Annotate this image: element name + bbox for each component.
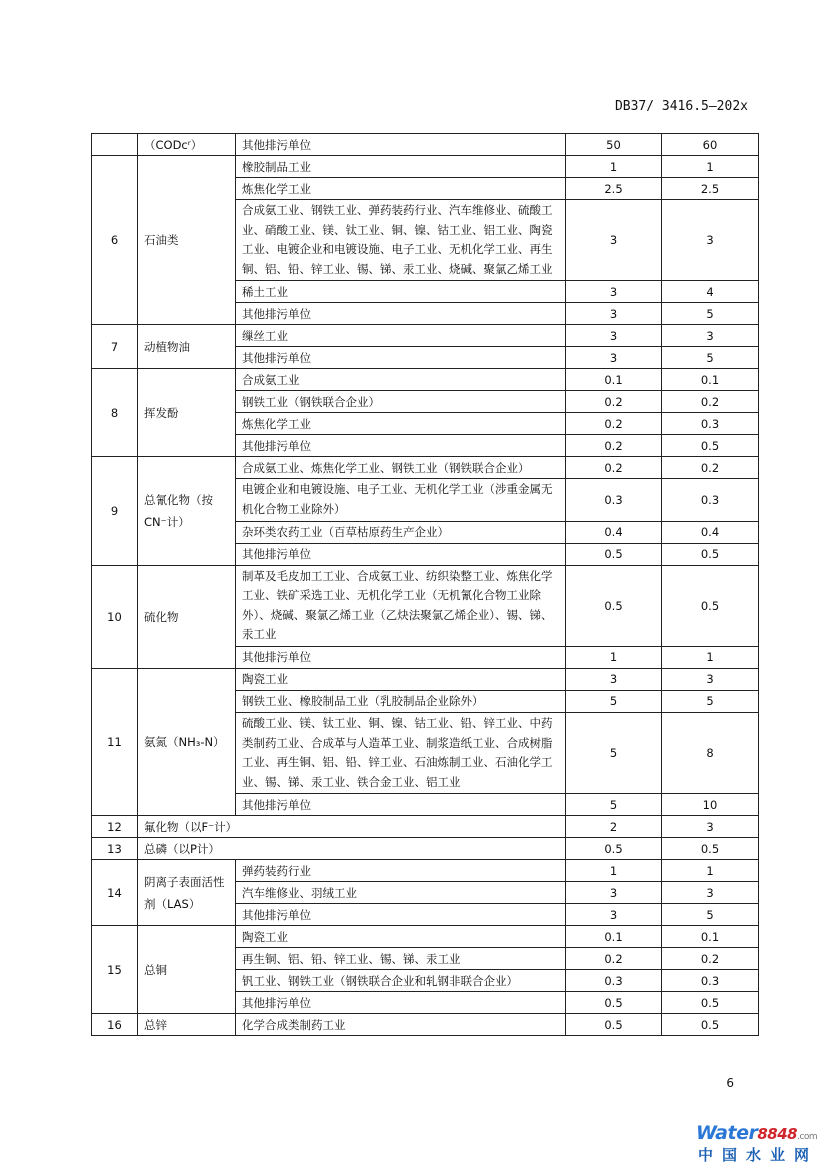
limit-value-1: 5	[566, 712, 662, 793]
table-row	[92, 156, 759, 178]
table-row	[92, 668, 759, 690]
limit-value-2: 0.2	[662, 948, 759, 970]
limit-value-1: 0.2	[566, 948, 662, 970]
limit-value-1: 0.4	[566, 521, 662, 543]
industry-cell: 制革及毛皮加工工业、合成氨工业、纺织染整工业、炼焦化学工业、铁矿采选工业、无机化学工业（无机氰化合物工业除外）、烧碱、聚氯乙烯工业（乙炔法聚氯乙烯企业）、锡、锑、汞工业	[236, 565, 566, 646]
industry-cell: 钢铁工业、橡胶制品工业（乳胶制品企业除外）	[236, 690, 566, 712]
row-number: 9	[92, 457, 138, 565]
indicator-cell: 氟化物（以F⁻计）	[138, 816, 566, 838]
industry-cell: 陶瓷工业	[236, 668, 566, 690]
indicator-cell: 石油类	[138, 156, 236, 325]
limit-value-2: 0.5	[662, 543, 759, 565]
limit-value-1: 0.5	[566, 543, 662, 565]
limit-value-2: 10	[662, 794, 759, 816]
row-number: 15	[92, 926, 138, 1014]
indicator-cell: 挥发酚	[138, 369, 236, 457]
industry-cell: 其他排污单位	[236, 992, 566, 1014]
industry-cell: 汽车维修业、羽绒工业	[236, 882, 566, 904]
row-number: 14	[92, 860, 138, 926]
indicator-text: 总氰化物（按CN⁻计）	[144, 492, 213, 529]
row-number	[92, 134, 138, 156]
limit-value-1: 50	[566, 134, 662, 156]
industry-cell: 电镀企业和电镀设施、电子工业、无机化学工业（涉重金属无机化合物工业除外）	[236, 479, 566, 521]
limit-value-1: 0.5	[566, 838, 662, 860]
industry-cell: 炼焦化学工业	[236, 178, 566, 200]
limit-value-1: 3	[566, 347, 662, 369]
table-row	[92, 838, 759, 860]
industry-cell: 合成氨工业、钢铁工业、弹药装药行业、汽车维修业、硫酸工业、硝酸工业、镁、钛工业、铜、镍、钴工业、铝工业、陶瓷工业、电镀企业和电镀设施、电子工业、无机化学工业、再生铜、铝、铅、锌工业、锡、锑、汞工业、烧碱、聚氯乙烯工业	[236, 200, 566, 281]
limit-value-2: 0.5	[662, 992, 759, 1014]
industry-cell: 钒工业、钢铁工业（钢铁联合企业和轧钢非联合企业）	[236, 970, 566, 992]
limit-value-1: 5	[566, 690, 662, 712]
limit-value-2: 0.1	[662, 926, 759, 948]
limit-value-2: 3	[662, 200, 759, 281]
limit-value-1: 0.2	[566, 391, 662, 413]
indicator-cell: 总锌	[138, 1014, 236, 1036]
row-number: 12	[92, 816, 138, 838]
limit-value-2: 0.3	[662, 413, 759, 435]
logo-word-prefix: Water	[696, 1122, 758, 1144]
logo-word-suffix: .com	[797, 1132, 818, 1142]
standard-number: DB37/ 3416.5—202x	[614, 99, 748, 114]
limit-value-1: 3	[566, 200, 662, 281]
indicator-cell: （CODᴄʳ）	[138, 134, 236, 156]
table-row	[92, 860, 759, 882]
limit-value-2: 5	[662, 303, 759, 325]
industry-cell: 弹药装药行业	[236, 860, 566, 882]
limit-value-1: 0.2	[566, 413, 662, 435]
industry-cell: 陶瓷工业	[236, 926, 566, 948]
industry-cell: 稀土工业	[236, 281, 566, 303]
limit-value-1: 1	[566, 860, 662, 882]
row-number: 11	[92, 668, 138, 815]
limit-value-2: 0.3	[662, 479, 759, 521]
limit-value-1: 1	[566, 646, 662, 668]
indicator-cell: 总磷（以P计）	[138, 838, 566, 860]
limit-value-1: 0.5	[566, 1014, 662, 1036]
limit-value-2: 3	[662, 325, 759, 347]
table-row	[92, 457, 759, 479]
limit-value-1: 3	[566, 668, 662, 690]
indicator-text: 阴离子表面活性剂（LAS）	[144, 874, 225, 911]
limit-value-1: 3	[566, 281, 662, 303]
row-number: 8	[92, 369, 138, 457]
indicator-cell	[138, 457, 236, 565]
limit-value-2: 1	[662, 860, 759, 882]
industry-cell: 再生铜、铝、铅、锌工业、锡、锑、汞工业	[236, 948, 566, 970]
limit-value-1: 0.3	[566, 479, 662, 521]
limit-value-1: 0.1	[566, 369, 662, 391]
logo-chinese-name: 中国水业网	[698, 1146, 819, 1164]
industry-cell: 其他排污单位	[236, 646, 566, 668]
industry-cell: 其他排污单位	[236, 347, 566, 369]
table-row	[92, 325, 759, 347]
limit-value-1: 3	[566, 325, 662, 347]
industry-cell: 合成氨工业	[236, 369, 566, 391]
industry-cell: 其他排污单位	[236, 303, 566, 325]
industry-cell: 其他排污单位	[236, 543, 566, 565]
indicator-cell: 氨氮（NH₃-N）	[138, 668, 236, 815]
indicator-cell: 总铜	[138, 926, 236, 1014]
table-row	[92, 1014, 759, 1036]
limit-value-1: 0.5	[566, 992, 662, 1014]
table-row	[92, 134, 759, 156]
industry-cell: 其他排污单位	[236, 435, 566, 457]
indicator-cell: 动植物油	[138, 325, 236, 369]
limit-value-1: 3	[566, 904, 662, 926]
table-row	[92, 369, 759, 391]
industry-cell: 其他排污单位	[236, 794, 566, 816]
industry-cell: 杂环类农药工业（百草枯原药生产企业）	[236, 521, 566, 543]
row-number: 7	[92, 325, 138, 369]
limit-value-2: 0.2	[662, 457, 759, 479]
limit-value-2: 0.4	[662, 521, 759, 543]
limit-value-1: 5	[566, 794, 662, 816]
limit-value-1: 0.1	[566, 926, 662, 948]
table-row	[92, 816, 759, 838]
industry-cell: 其他排污单位	[236, 134, 566, 156]
limit-value-2: 3	[662, 816, 759, 838]
limit-value-2: 5	[662, 347, 759, 369]
page-number: 6	[726, 1076, 734, 1090]
limit-value-1: 0.2	[566, 457, 662, 479]
site-logo[interactable]	[696, 1122, 820, 1162]
limit-value-2: 3	[662, 882, 759, 904]
industry-cell: 其他排污单位	[236, 904, 566, 926]
limit-value-2: 2.5	[662, 178, 759, 200]
limit-value-1: 1	[566, 156, 662, 178]
limit-value-2: 0.5	[662, 838, 759, 860]
limit-value-1: 0.2	[566, 435, 662, 457]
limit-value-2: 0.3	[662, 970, 759, 992]
row-number: 10	[92, 565, 138, 668]
table-row	[92, 565, 759, 646]
industry-cell: 橡胶制品工业	[236, 156, 566, 178]
indicator-cell	[138, 860, 236, 926]
industry-cell: 合成氨工业、炼焦化学工业、钢铁工业（钢铁联合企业）	[236, 457, 566, 479]
limit-value-2: 0.1	[662, 369, 759, 391]
limit-value-2: 3	[662, 668, 759, 690]
industry-cell: 化学合成类制药工业	[236, 1014, 566, 1036]
limit-value-2: 0.5	[662, 1014, 759, 1036]
limit-value-1: 2.5	[566, 178, 662, 200]
limit-value-2: 1	[662, 156, 759, 178]
industry-cell: 炼焦化学工业	[236, 413, 566, 435]
row-number: 13	[92, 838, 138, 860]
limit-value-1: 3	[566, 882, 662, 904]
limit-value-1: 2	[566, 816, 662, 838]
row-number: 6	[92, 156, 138, 325]
industry-cell: 钢铁工业（钢铁联合企业）	[236, 391, 566, 413]
industry-cell: 缫丝工业	[236, 325, 566, 347]
limit-value-2: 5	[662, 904, 759, 926]
limit-value-2: 5	[662, 690, 759, 712]
limit-value-2: 0.5	[662, 565, 759, 646]
limit-value-1: 0.3	[566, 970, 662, 992]
logo-word-number: 8848	[757, 1125, 798, 1143]
limit-value-2: 8	[662, 712, 759, 793]
limit-value-2: 0.5	[662, 435, 759, 457]
industry-cell: 硫酸工业、镁、钛工业、铜、镍、钴工业、铅、锌工业、中药类制药工业、合成革与人造革工业、制浆造纸工业、合成树脂工业、再生铜、铝、铅、锌工业、石油炼制工业、石油化学工业、锡、锑、汞工业、铁合金工业、铝工业	[236, 712, 566, 793]
limit-value-1: 0.5	[566, 565, 662, 646]
row-number: 16	[92, 1014, 138, 1036]
limit-value-2: 1	[662, 646, 759, 668]
limits-table	[91, 133, 759, 1036]
limit-value-2: 0.2	[662, 391, 759, 413]
indicator-cell: 硫化物	[138, 565, 236, 668]
logo-wordmark	[696, 1122, 817, 1144]
limit-value-2: 60	[662, 134, 759, 156]
limit-value-2: 4	[662, 281, 759, 303]
table-row	[92, 926, 759, 948]
limit-value-1: 3	[566, 303, 662, 325]
